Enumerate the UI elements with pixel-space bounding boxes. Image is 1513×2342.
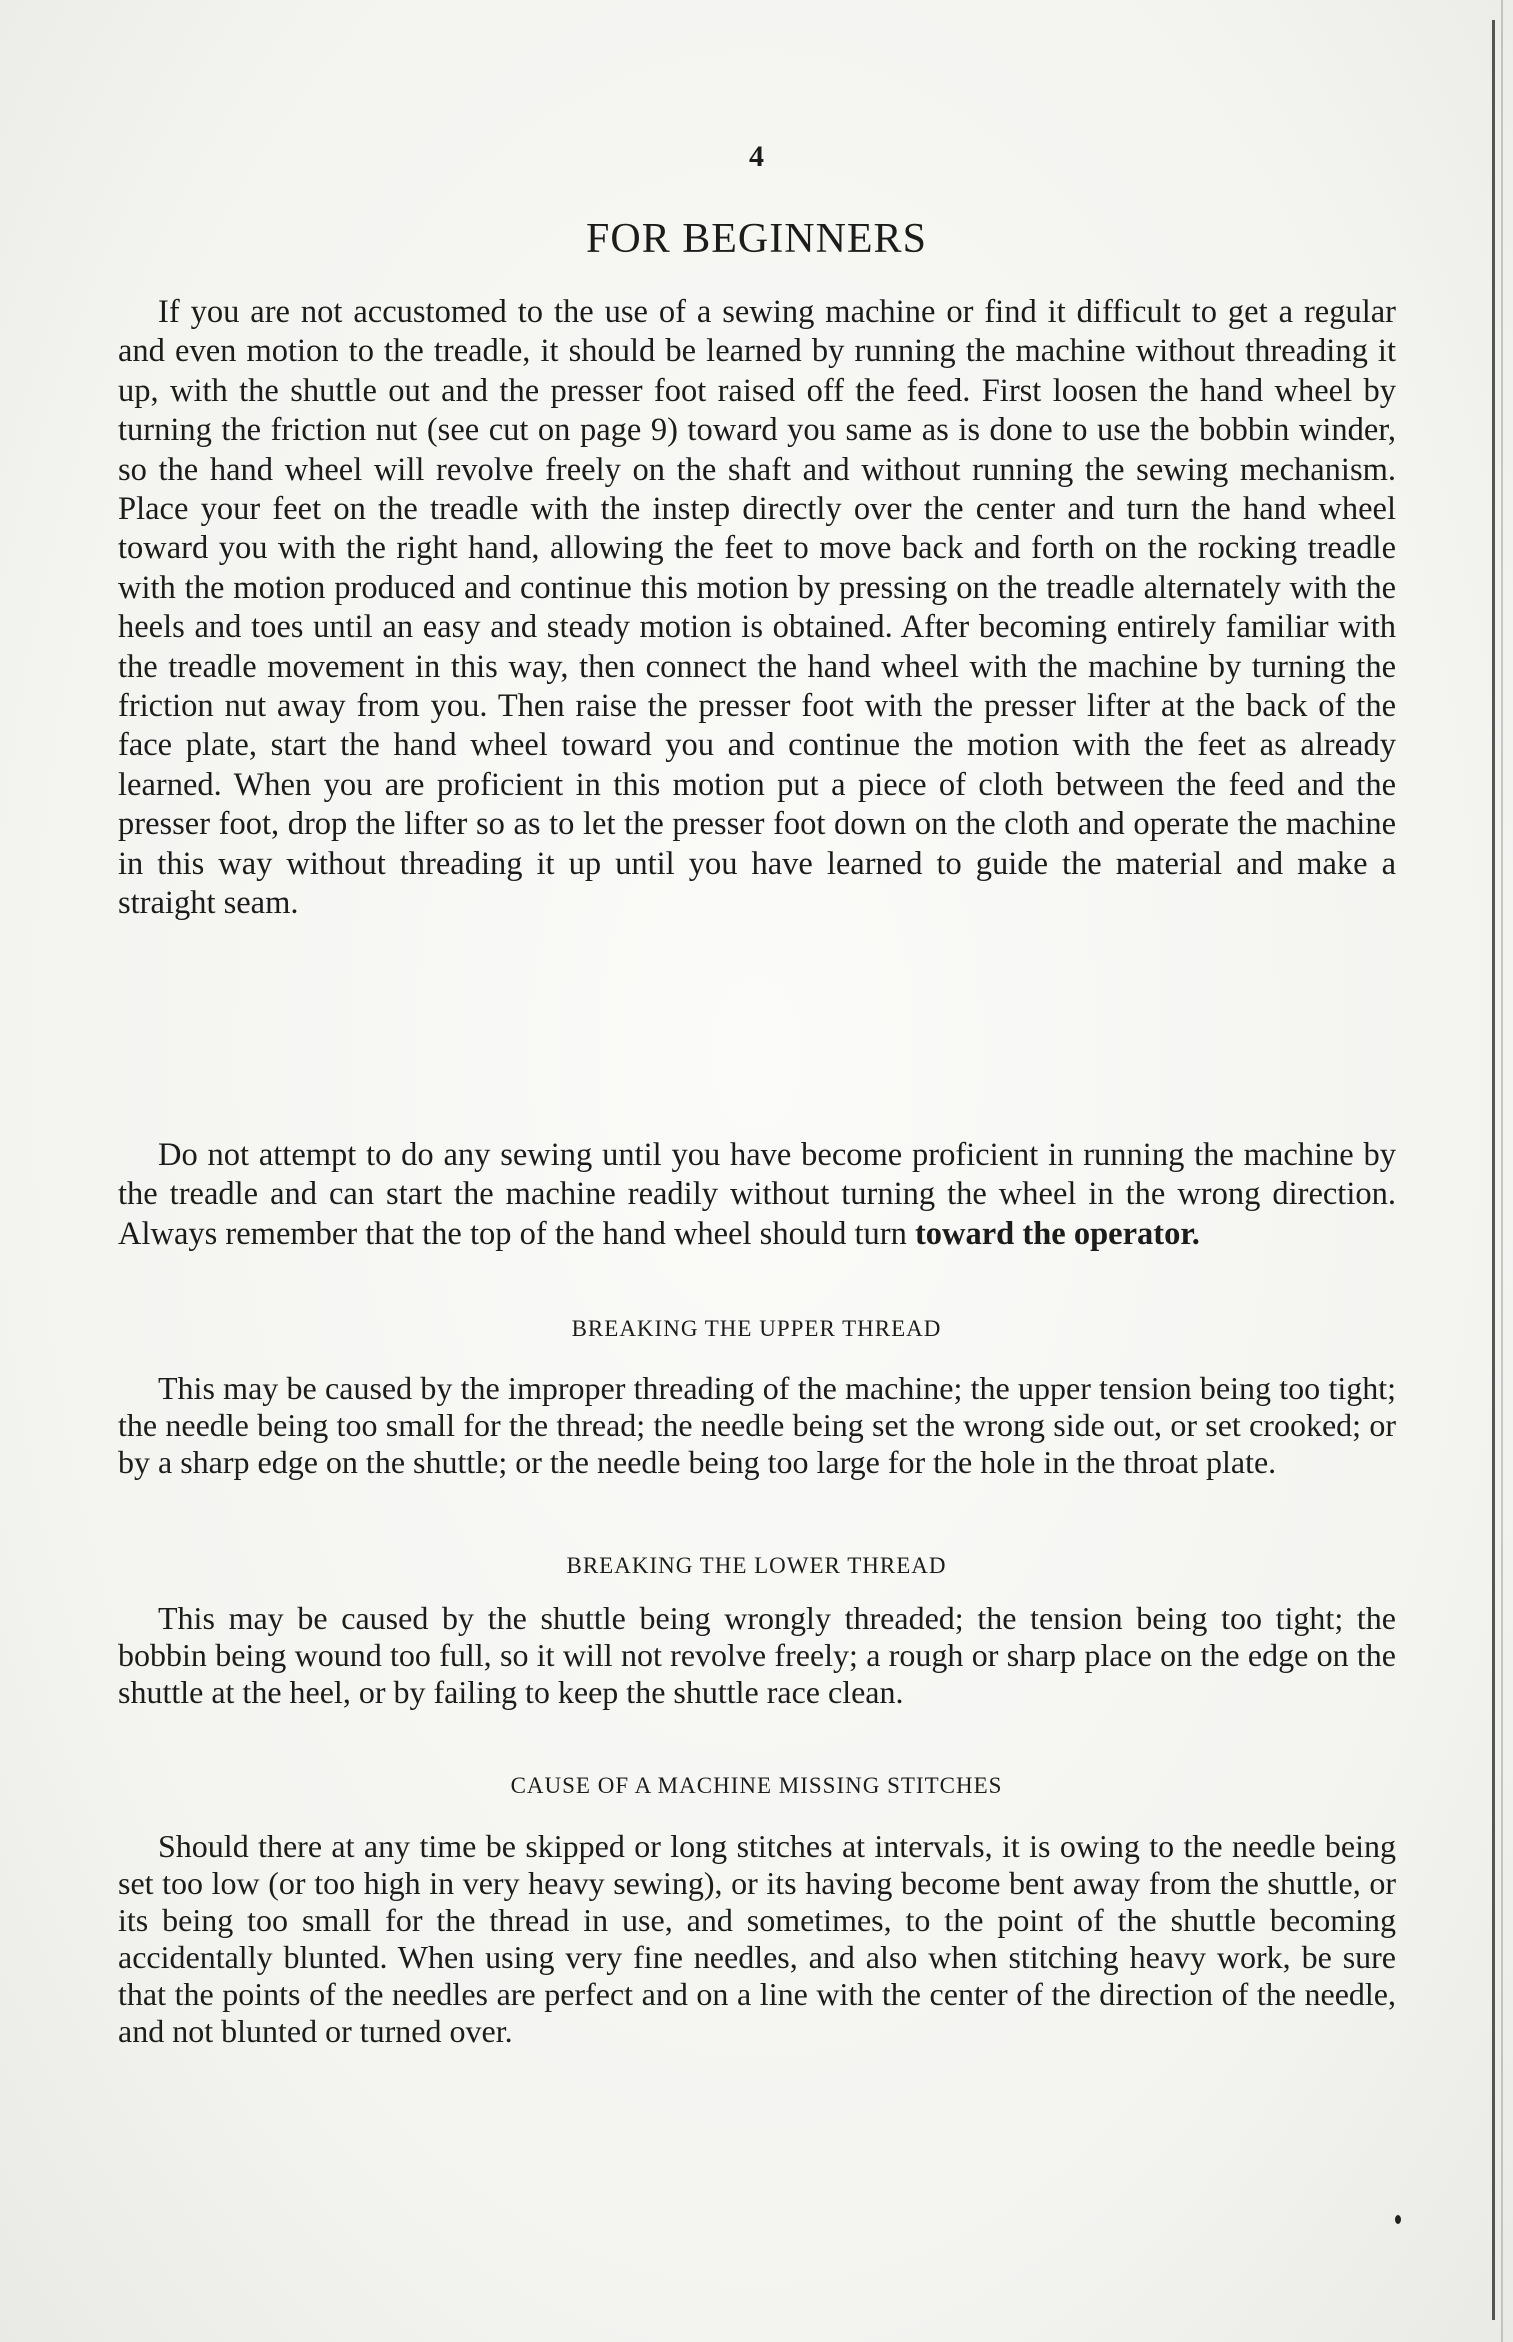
- heading-upper-thread: BREAKING THE UPPER THREAD: [571, 1316, 942, 1341]
- reminder-emphasis: toward the operator.: [914, 1215, 1200, 1252]
- section-missing-stitches: [118, 1828, 1396, 2050]
- reminder-section: [118, 1136, 1396, 1254]
- page-title: FOR BEGINNERS: [586, 216, 927, 262]
- ink-speck: [1395, 2215, 1401, 2224]
- section-text: This may be caused by the shuttle being wrongly threaded; the tension being too tight; the bobbin being wound too full, so it will not revolve freely; a rough or sharp place on the edge on the shuttle at the heel, or by failing to keep the shuttle race clean.: [118, 1600, 1396, 1710]
- section-lower-thread: [118, 1600, 1396, 1711]
- intro-section: [118, 293, 1396, 924]
- page-edge-shadow: [1501, 0, 1503, 2342]
- page-number: 4: [749, 140, 764, 173]
- section-upper-thread: [118, 1370, 1396, 1481]
- reminder-text: Do not attempt to do any sewing until you have become proficient in running the machine by the treadle and can start the machine readily without turning the wheel in the wrong direction. Always remember that the top of the hand wheel should turn: [118, 1137, 1396, 1252]
- page-edge-line: [1492, 20, 1495, 2320]
- reminder-paragraph: [118, 1136, 1396, 1254]
- section-text: Should there at any time be skipped or long stitches at intervals, it is owing to the needle being set too low (or too high in very heavy sewing), or its having become bent away from the shuttle, or its being too small for the thread in use, and sometimes, to the point of the shuttle becoming accidentally blunted. When using very fine needles, and also when stitching heavy work, be sure that the points of the needles are perfect and on a line with the center of the direction of the needle, and not blunted or turned over.: [118, 1828, 1396, 2049]
- intro-paragraph: If you are not accustomed to the use of a sewing machine or find it difficult to get a regular and even motion to the treadle, it should be learned by running the machine without threading it up, with the shuttle out and the presser foot raised off the feed. First loosen the hand wheel by turning the friction nut (see cut on page 9) toward you same as is done to use the bobbin winder, so the hand wheel will revolve freely on the shaft and without running the sewing mechanism. Place your feet on the treadle with the instep directly over the center and turn the hand wheel toward you with the right hand, allowing the feet to move back and forth on the rocking treadle with the motion produced and continue this motion by pressing on the treadle alternately with the heels and toes until an easy and steady motion is obtained. After becoming entirely familiar with the treadle movement in this way, then connect the hand wheel with the machine by turning the friction nut away from you. Then raise the presser foot with the presser lifter at the back of the face plate, start the hand wheel toward you and continue the motion with the feet as already learned. When you are proficient in this motion put a piece of cloth between the feed and the presser foot, drop the lifter so as to let the presser foot down on the cloth and operate the machine in this way without threading it up until you have learned to guide the material and make a straight seam.: [118, 294, 1396, 922]
- heading-missing-stitches: CAUSE OF A MACHINE MISSING STITCHES: [510, 1773, 1003, 1798]
- heading-lower-thread: BREAKING THE LOWER THREAD: [566, 1553, 947, 1578]
- section-text: This may be caused by the improper threading of the machine; the upper tension being too tight; the needle being too small for the thread; the needle being set the wrong side out, or set crooked; or by a sharp edge on the shuttle; or the needle being too large for the hole in the throat plate.: [118, 1370, 1396, 1480]
